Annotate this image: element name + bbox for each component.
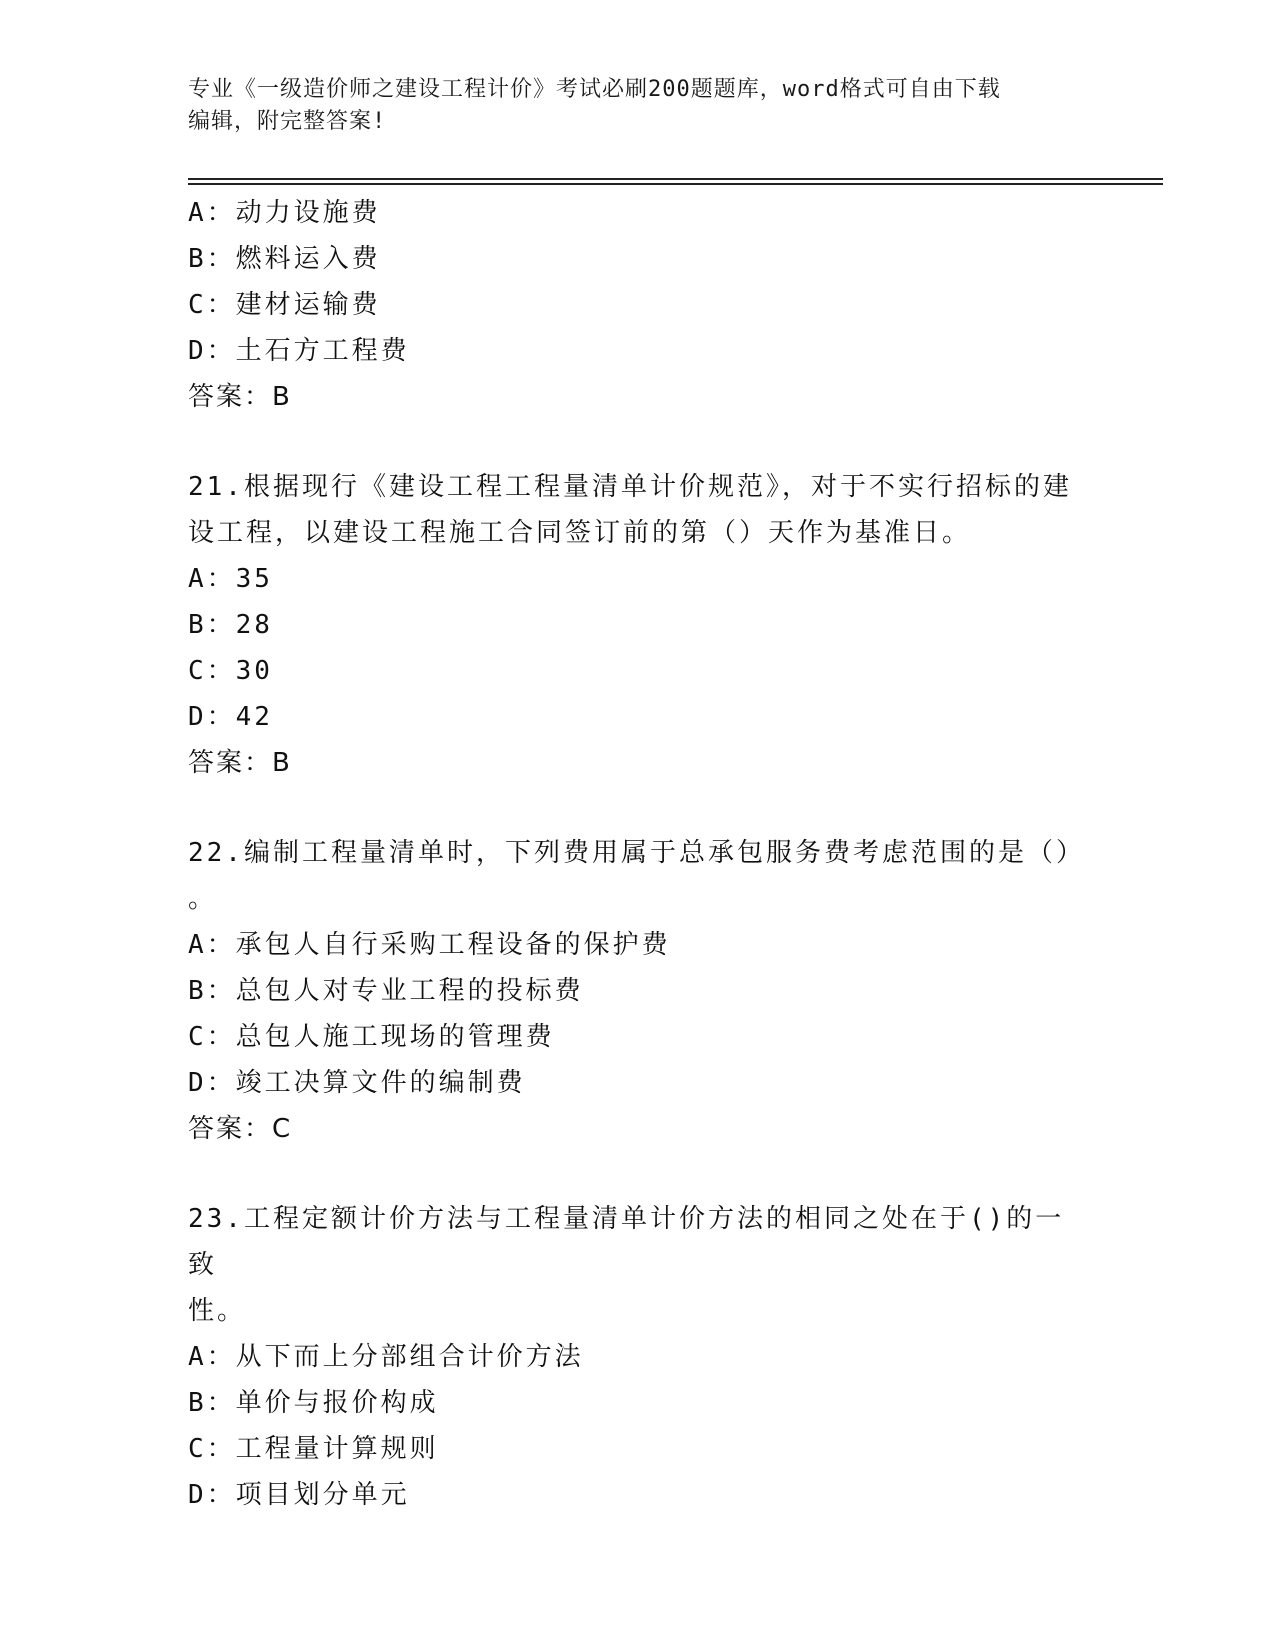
question-block-21 (188, 464, 1088, 786)
option-d: D：竣工决算文件的编制费 (188, 1068, 526, 1098)
question-text-line-2: 设工程，以建设工程施工合同签订前的第（）天作为基准日。 (188, 518, 972, 548)
answer-line: 答案：B (188, 382, 292, 412)
option-a: A：动力设施费 (188, 198, 381, 228)
question-text (188, 830, 1088, 922)
answer-line: 答案：C (188, 1114, 293, 1144)
question-text-line-1: 21.根据现行《建设工程工程量清单计价规范》，对于不实行招标的建 (188, 472, 1072, 502)
question-text-line-1: 22.编制工程量清单时，下列费用属于总承包服务费考虑范围的是（） (188, 838, 1085, 868)
question-text-line-1: 23.工程定额计价方法与工程量清单计价方法的相同之处在于()的一致 (188, 1204, 1065, 1280)
answer-line: 答案：B (188, 748, 292, 778)
header-line-2: 编辑，附完整答案! (188, 109, 387, 134)
option-c: C：工程量计算规则 (188, 1434, 439, 1464)
option-b: B：燃料运入费 (188, 244, 381, 274)
option-c: C：30 (188, 656, 273, 686)
question-block-23 (188, 1196, 1088, 1518)
question-text-line-2: 性。 (188, 1296, 247, 1326)
header-line-1: 专业《一级造价师之建设工程计价》考试必刷200题题库，word格式可自由下载 (188, 77, 1001, 102)
option-a: A：承包人自行采购工程设备的保护费 (188, 930, 671, 960)
option-c: C：建材运输费 (188, 290, 381, 320)
question-text-line-2: 。 (188, 884, 218, 914)
question-text (188, 1196, 1088, 1334)
question-block-20 (188, 190, 1088, 420)
document-header (188, 74, 1068, 138)
option-d: D：项目划分单元 (188, 1480, 410, 1510)
header-divider-bottom (188, 183, 1163, 185)
option-d: D：土石方工程费 (188, 336, 410, 366)
question-list (188, 190, 1088, 1518)
option-a: A：从下而上分部组合计价方法 (188, 1342, 584, 1372)
option-d: D：42 (188, 702, 273, 732)
option-b: B：单价与报价构成 (188, 1388, 439, 1418)
question-text (188, 464, 1088, 556)
option-c: C：总包人施工现场的管理费 (188, 1022, 555, 1052)
header-divider-top (188, 178, 1163, 180)
option-a: A：35 (188, 564, 273, 594)
question-block-22 (188, 830, 1088, 1152)
option-b: B：28 (188, 610, 273, 640)
option-b: B：总包人对专业工程的投标费 (188, 976, 584, 1006)
